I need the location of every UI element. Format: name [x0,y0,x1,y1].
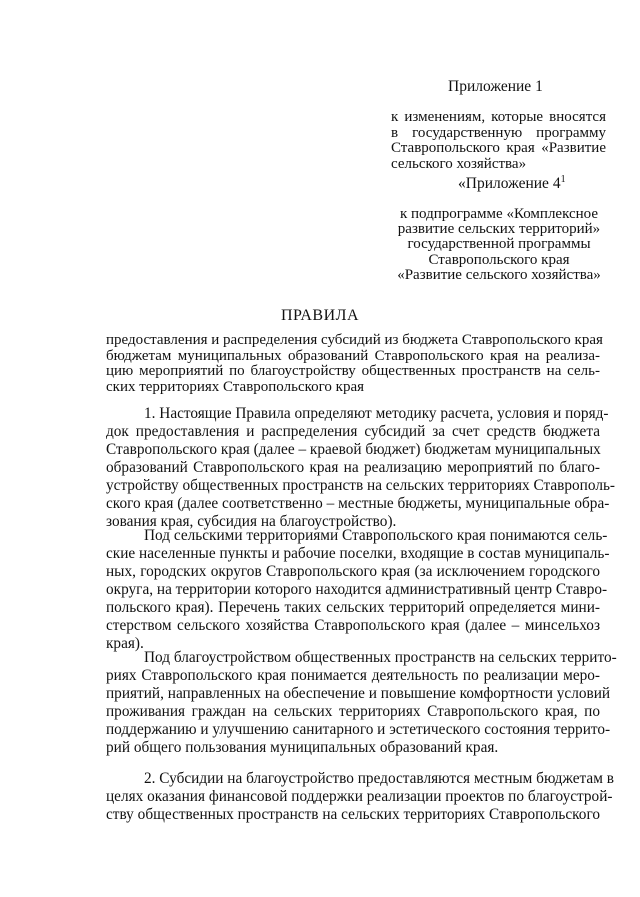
subtitle-line: предоставления и распределения субсидий из бюджета Ставропольского края [106,332,603,348]
appendix-1-description [391,110,606,172]
paragraph-line: док предоставления и распределения субсидий за счет средств бюджета [106,423,600,440]
paragraph-line: ных, городских округов Ставропольского края (за исключением городского [106,563,600,580]
appendix-4-superscript: 1 [560,174,566,185]
paragraph-line: 1. Настоящие Правила определяют методику расчета, условия и поряд- [144,405,609,422]
paragraph-line: проживания граждан на сельских территориях Ставропольского края, по [106,703,600,720]
appendix-4-line: Ставропольского края [428,251,570,268]
appendix-4-title-text: «Приложение 4 [458,175,561,192]
paragraph-line: ского края (далее соответственно – местные бюджеты, муниципальные обра- [106,495,610,512]
paragraph-line: Под сельскими территориями Ставропольского края понимаются сель- [144,527,608,544]
paragraph-2 [106,527,610,653]
subtitle-line: ских территориях Ставропольского края [106,378,364,395]
paragraph-line: Ставропольского края (далее – краевой бюджет) бюджетам муниципальных [106,441,601,458]
paragraph-line: края). [106,635,144,652]
document-heading: ПРАВИЛА [280,307,360,324]
paragraph-line: образований Ставропольского края на реализацию мероприятий по благо- [106,459,600,476]
subtitle-line: цию мероприятий по благоустройству общественных пространств на сель- [106,363,600,380]
appendix-1-line: Ставропольского края «Развитие [391,140,606,156]
subtitle-line: бюджетам муниципальных образований Ставропольского края на реализа- [106,347,600,364]
paragraph-line: польского края). Перечень таких сельских территорий определяется мини- [106,599,600,616]
paragraph-line: целях оказания финансовой поддержки реализации проектов по благоустрой- [106,788,613,805]
appendix-4-line: государственной программы [407,236,591,253]
document-subtitle [106,332,603,395]
paragraph-line: устройству общественных пространств на сельских территориях Ставрополь- [106,477,616,494]
appendix-4-line: «Развитие сельского хозяйства» [397,266,601,283]
paragraph-line: поддержанию и улучшению санитарного и эстетического состояния террито- [106,721,611,738]
paragraph-line: риях Ставропольского края понимается деятельность по реализации меро- [106,667,600,684]
paragraph-line: приятий, направленных на обеспечение и повышение комфортности условий [106,685,611,702]
appendix-4-line: развитие сельских территорий» [397,221,601,238]
appendix-1-line: сельского хозяйства» [391,155,527,172]
paragraph-line: 2. Субсидии на благоустройство предоставляются местным бюджетам в [144,770,614,787]
paragraph-3 [106,649,617,757]
appendix-1-line: в государственную программу [391,124,606,141]
paragraph-1 [106,405,616,531]
paragraph-4 [106,770,614,824]
paragraph-line: стерством сельского хозяйства Ставропольского края (далее – минсельхоз [106,617,600,634]
paragraph-line: ству общественных пространств на сельских территориях Ставропольского [106,806,600,823]
appendix-4-title [458,175,566,193]
appendix-1-title: Приложение 1 [448,78,543,95]
appendix-4-description [388,207,610,283]
paragraph-line: зования края, субсидия на благоустройство). [106,513,397,530]
paragraph-line: округа, на территории которого находится административный центр Ставро- [106,581,608,598]
appendix-4-line: к подпрограмме «Комплексное [399,206,599,222]
paragraph-line: Под благоустройством общественных пространств на сельских террито- [144,649,617,666]
paragraph-line: ские населенные пункты и рабочие поселки, входящие в состав муниципаль- [106,545,610,562]
paragraph-line: рий общего пользования муниципальных образований края. [106,739,499,756]
appendix-1-line: к изменениям, которые вносятся [391,109,606,125]
